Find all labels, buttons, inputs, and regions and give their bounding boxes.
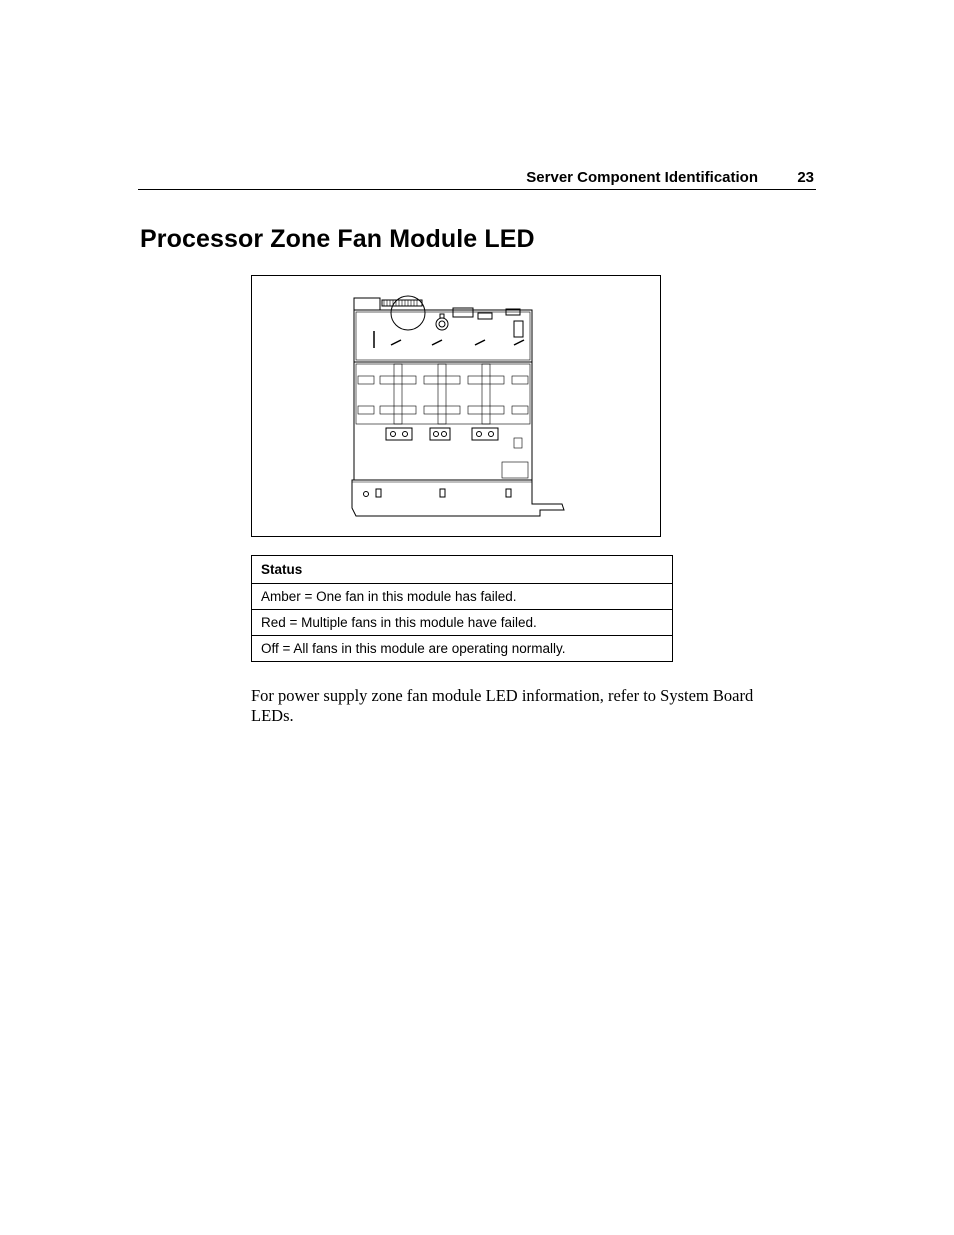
table-header-status: Status [252,556,673,584]
status-red: Red = Multiple fans in this module have failed. [252,610,673,636]
fan-module-illustration-icon [252,276,662,538]
fan-module-figure [251,275,661,537]
section-title: Server Component Identification [526,169,758,186]
table-row [252,584,673,610]
body-paragraph: For power supply zone fan module LED information, refer to System Board LEDs. [251,686,754,725]
status-table [251,555,673,662]
table-row [252,636,673,662]
status-off: Off = All fans in this module are operating normally. [252,636,673,662]
page-number: 23 [797,169,814,186]
running-header [138,168,816,190]
table-row [252,610,673,636]
status-amber: Amber = One fan in this module has failed. [252,584,673,610]
page-title: Processor Zone Fan Module LED [140,225,535,253]
table-header-row [252,556,673,584]
